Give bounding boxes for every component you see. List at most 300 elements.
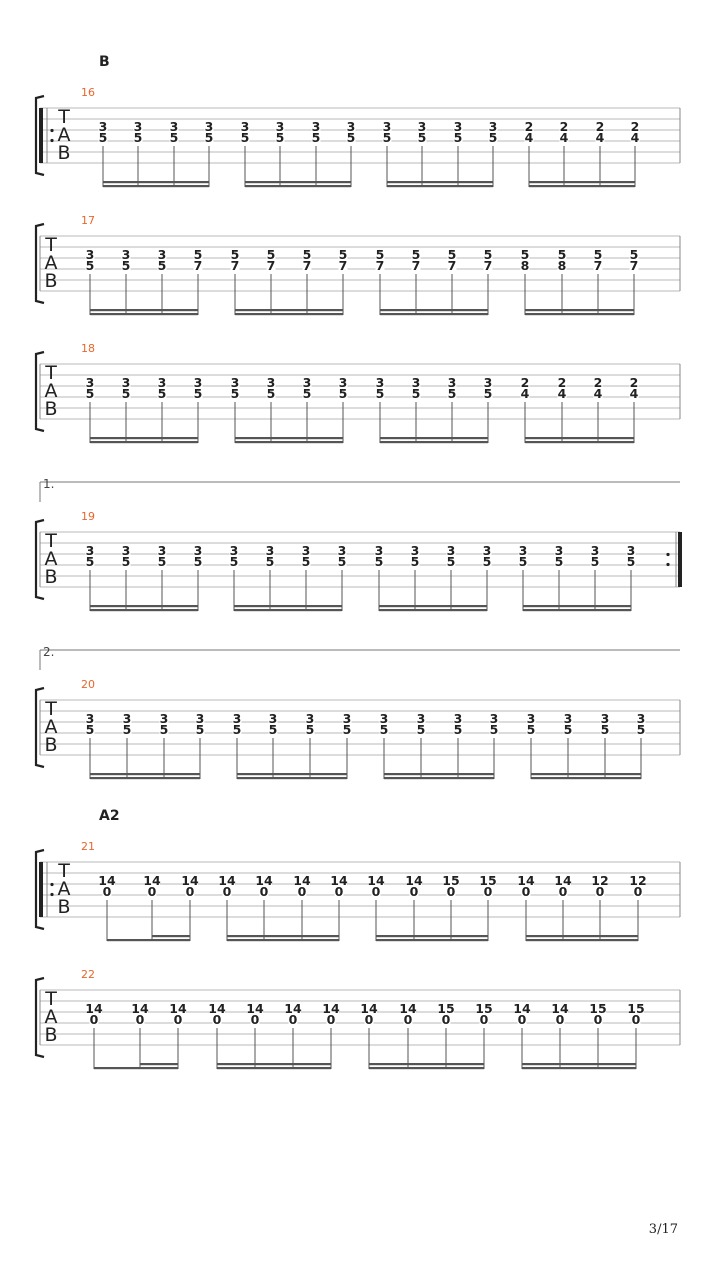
fret-number: 3	[85, 543, 95, 558]
fret-number: 3	[266, 375, 276, 390]
measure-number: 19	[81, 510, 95, 523]
beam-16th	[245, 181, 351, 183]
section-label-a2: A2	[99, 808, 120, 824]
beam-8th	[525, 441, 634, 443]
fret-number: 3	[410, 543, 420, 558]
fret-number: 4	[630, 130, 640, 145]
fret-number: 14	[405, 873, 423, 888]
fret-number: 14	[360, 1001, 378, 1016]
fret-number: 5	[518, 554, 528, 569]
fret-number: 5	[85, 258, 95, 273]
fret-number: 0	[147, 884, 157, 899]
fret-number: 3	[446, 543, 456, 558]
fret-number: 3	[265, 543, 275, 558]
fret-number: 4	[559, 130, 569, 145]
fret-number: 3	[382, 119, 392, 134]
fret-number: 0	[555, 1012, 565, 1027]
fret-number: 5	[85, 386, 95, 401]
fret-number: 5	[416, 722, 426, 737]
fret-number: 15	[437, 1001, 455, 1016]
beam-16th	[526, 935, 638, 937]
fret-number: 7	[483, 258, 493, 273]
fret-number: 3	[338, 375, 348, 390]
fret-number: 14	[131, 1001, 149, 1016]
fret-number: 0	[212, 1012, 222, 1027]
beam-8th	[245, 185, 351, 187]
fret-number: 14	[551, 1001, 569, 1016]
fret-number: 5	[133, 130, 143, 145]
beam-16th	[234, 605, 342, 607]
tab-clef-letter: B	[44, 566, 58, 588]
fret-number: 2	[520, 375, 530, 390]
fret-number: 5	[121, 258, 131, 273]
fret-number: 5	[266, 247, 276, 262]
measure-number: 20	[81, 678, 95, 691]
tab-clef-letter: B	[44, 1024, 58, 1046]
fret-number: 5	[410, 554, 420, 569]
fret-number: 0	[334, 884, 344, 899]
fret-number: 7	[193, 258, 203, 273]
fret-number: 4	[593, 386, 603, 401]
fret-number: 5	[240, 130, 250, 145]
fret-number: 4	[595, 130, 605, 145]
fret-number: 14	[181, 873, 199, 888]
fret-number: 5	[375, 386, 385, 401]
fret-number: 5	[157, 258, 167, 273]
fret-number: 12	[591, 873, 609, 888]
beam-16th	[90, 605, 198, 607]
fret-number: 0	[371, 884, 381, 899]
fret-number: 3	[98, 119, 108, 134]
fret-number: 7	[230, 258, 240, 273]
fret-number: 3	[482, 543, 492, 558]
fret-number: 3	[157, 543, 167, 558]
beam-8th	[90, 609, 198, 611]
fret-number: 3	[636, 711, 646, 726]
tab-system-22	[36, 968, 680, 1069]
fret-number: 0	[326, 1012, 336, 1027]
fret-number: 5	[193, 386, 203, 401]
beam-8th	[227, 939, 339, 941]
fret-number: 5	[446, 554, 456, 569]
measure-number: 16	[81, 86, 95, 99]
beam-8th	[107, 939, 190, 941]
fret-number: 3	[453, 119, 463, 134]
repeat-dot	[666, 553, 669, 556]
fret-number: 4	[520, 386, 530, 401]
fret-number: 5	[157, 386, 167, 401]
fret-number: 5	[374, 554, 384, 569]
beam-16th	[90, 437, 198, 439]
fret-number: 14	[143, 873, 161, 888]
fret-number: 5	[159, 722, 169, 737]
fret-number: 2	[524, 119, 534, 134]
fret-number: 3	[453, 711, 463, 726]
fret-number: 3	[590, 543, 600, 558]
fret-number: 5	[301, 554, 311, 569]
fret-number: 0	[250, 1012, 260, 1027]
fret-number: 5	[193, 247, 203, 262]
fret-number: 5	[590, 554, 600, 569]
fret-number: 0	[403, 1012, 413, 1027]
tab-system-18	[36, 342, 680, 443]
beam-8th	[522, 1067, 636, 1069]
fret-number: 3	[204, 119, 214, 134]
fret-number: 3	[121, 375, 131, 390]
fret-number: 5	[488, 130, 498, 145]
fret-number: 3	[193, 543, 203, 558]
repeat-start-thick-bar	[39, 108, 43, 163]
fret-number: 5	[520, 247, 530, 262]
fret-number: 0	[297, 884, 307, 899]
fret-number: 3	[411, 375, 421, 390]
fret-number: 15	[479, 873, 497, 888]
fret-number: 5	[489, 722, 499, 737]
tab-clef-letter: B	[44, 734, 58, 756]
tab-clef-letter: T	[45, 234, 57, 256]
fret-number: 5	[169, 130, 179, 145]
tab-clef-letter: T	[45, 530, 57, 552]
fret-number: 2	[559, 119, 569, 134]
fret-number: 7	[266, 258, 276, 273]
beam-8th	[523, 609, 631, 611]
fret-number: 5	[275, 130, 285, 145]
fret-number: 3	[417, 119, 427, 134]
fret-number: 5	[375, 247, 385, 262]
fret-number: 5	[337, 554, 347, 569]
fret-number: 5	[302, 386, 312, 401]
beam-16th	[522, 1063, 636, 1065]
fret-number: 5	[593, 247, 603, 262]
beam-16th	[90, 309, 198, 311]
fret-number: 3	[85, 247, 95, 262]
fret-number: 3	[230, 375, 240, 390]
fret-number: 0	[521, 884, 531, 899]
tab-clef-letter: T	[58, 106, 70, 128]
fret-number: 8	[557, 258, 567, 273]
fret-number: 7	[375, 258, 385, 273]
beam-16th	[525, 437, 634, 439]
fret-number: 3	[229, 543, 239, 558]
beam-8th	[525, 313, 634, 315]
fret-number: 3	[379, 711, 389, 726]
fret-number: 3	[563, 711, 573, 726]
repeat-dot	[50, 139, 53, 142]
fret-number: 5	[311, 130, 321, 145]
fret-number: 3	[489, 711, 499, 726]
beam-8th	[237, 777, 347, 779]
beam-16th	[90, 773, 200, 775]
beam-16th	[380, 437, 488, 439]
fret-number: 4	[524, 130, 534, 145]
fret-number: 3	[346, 119, 356, 134]
fret-number: 3	[488, 119, 498, 134]
fret-number: 0	[409, 884, 419, 899]
beam-16th	[140, 1063, 178, 1065]
beam-16th	[235, 309, 343, 311]
fret-number: 7	[302, 258, 312, 273]
fret-number: 5	[417, 130, 427, 145]
fret-number: 7	[447, 258, 457, 273]
tab-clef-letter: A	[57, 124, 71, 146]
fret-number: 15	[589, 1001, 607, 1016]
fret-number: 2	[557, 375, 567, 390]
beam-16th	[217, 1063, 331, 1065]
fret-number: 3	[518, 543, 528, 558]
fret-number: 5	[230, 386, 240, 401]
beam-8th	[90, 777, 200, 779]
beam-8th	[90, 441, 198, 443]
fret-number: 5	[266, 386, 276, 401]
fret-number: 3	[374, 543, 384, 558]
fret-number: 3	[159, 711, 169, 726]
volta-label: 1.	[43, 477, 55, 491]
fret-number: 3	[301, 543, 311, 558]
beam-16th	[227, 935, 339, 937]
fret-number: 3	[122, 711, 132, 726]
fret-number: 3	[311, 119, 321, 134]
fret-number: 5	[305, 722, 315, 737]
fret-number: 5	[346, 130, 356, 145]
fret-number: 5	[447, 386, 457, 401]
tab-clef-letter: B	[57, 142, 71, 164]
beam-8th	[369, 1067, 484, 1069]
fret-number: 5	[204, 130, 214, 145]
fret-number: 4	[557, 386, 567, 401]
tab-clef-letter: B	[44, 398, 58, 420]
fret-number: 3	[526, 711, 536, 726]
fret-number: 5	[636, 722, 646, 737]
fret-number: 3	[275, 119, 285, 134]
beam-8th	[103, 185, 209, 187]
beam-16th	[235, 437, 343, 439]
volta-label: 2.	[43, 645, 55, 659]
fret-number: 0	[173, 1012, 183, 1027]
fret-number: 2	[630, 119, 640, 134]
fret-number: 7	[338, 258, 348, 273]
fret-number: 3	[157, 375, 167, 390]
beam-8th	[380, 441, 488, 443]
fret-number: 14	[554, 873, 572, 888]
fret-number: 3	[232, 711, 242, 726]
fret-number: 12	[629, 873, 647, 888]
fret-number: 3	[193, 375, 203, 390]
fret-number: 3	[342, 711, 352, 726]
fret-number: 5	[382, 130, 392, 145]
page-number: 3/17	[648, 1222, 678, 1237]
fret-number: 14	[85, 1001, 103, 1016]
fret-number: 5	[411, 247, 421, 262]
fret-number: 15	[627, 1001, 645, 1016]
fret-number: 3	[302, 375, 312, 390]
fret-number: 14	[513, 1001, 531, 1016]
beam-16th	[376, 935, 488, 937]
fret-number: 3	[195, 711, 205, 726]
beam-8th	[529, 185, 635, 187]
fret-number: 3	[600, 711, 610, 726]
beam-8th	[384, 777, 494, 779]
fret-number: 5	[342, 722, 352, 737]
tab-system-21	[36, 840, 680, 941]
beam-16th	[531, 773, 641, 775]
fret-number: 4	[629, 386, 639, 401]
fret-number: 0	[441, 1012, 451, 1027]
fret-number: 5	[157, 554, 167, 569]
beam-16th	[237, 773, 347, 775]
fret-number: 3	[85, 375, 95, 390]
fret-number: 0	[558, 884, 568, 899]
fret-number: 3	[133, 119, 143, 134]
beam-8th	[526, 939, 638, 941]
fret-number: 5	[121, 386, 131, 401]
fret-number: 3	[85, 711, 95, 726]
repeat-dot	[50, 893, 53, 896]
fret-number: 0	[633, 884, 643, 899]
fret-number: 5	[85, 722, 95, 737]
beam-16th	[529, 181, 635, 183]
fret-number: 0	[288, 1012, 298, 1027]
repeat-start-thick-bar	[39, 862, 43, 917]
fret-number: 3	[240, 119, 250, 134]
fret-number: 5	[629, 247, 639, 262]
fret-number: 5	[379, 722, 389, 737]
beam-8th	[380, 313, 488, 315]
fret-number: 3	[169, 119, 179, 134]
fret-number: 3	[447, 375, 457, 390]
measure-number: 18	[81, 342, 95, 355]
fret-number: 5	[338, 386, 348, 401]
fret-number: 5	[626, 554, 636, 569]
fret-number: 3	[121, 543, 131, 558]
fret-number: 0	[593, 1012, 603, 1027]
fret-number: 3	[483, 375, 493, 390]
fret-number: 5	[554, 554, 564, 569]
beam-8th	[90, 313, 198, 315]
fret-number: 5	[232, 722, 242, 737]
tab-clef-letter: A	[44, 252, 58, 274]
fret-number: 5	[121, 554, 131, 569]
tab-clef-letter: A	[44, 548, 58, 570]
beam-16th	[387, 181, 493, 183]
fret-number: 14	[399, 1001, 417, 1016]
beam-8th	[235, 441, 343, 443]
fret-number: 3	[416, 711, 426, 726]
fret-number: 3	[305, 711, 315, 726]
fret-number: 3	[268, 711, 278, 726]
fret-number: 0	[135, 1012, 145, 1027]
repeat-end-thick-bar	[678, 532, 682, 587]
fret-number: 3	[121, 247, 131, 262]
fret-number: 0	[479, 1012, 489, 1027]
beam-8th	[379, 609, 487, 611]
fret-number: 14	[284, 1001, 302, 1016]
fret-number: 3	[337, 543, 347, 558]
repeat-dot	[50, 883, 53, 886]
fret-number: 0	[102, 884, 112, 899]
beam-16th	[523, 605, 631, 607]
beam-8th	[234, 609, 342, 611]
fret-number: 14	[208, 1001, 226, 1016]
beam-8th	[387, 185, 493, 187]
fret-number: 7	[593, 258, 603, 273]
beam-16th	[103, 181, 209, 183]
fret-number: 14	[255, 873, 273, 888]
fret-number: 2	[593, 375, 603, 390]
fret-number: 14	[98, 873, 116, 888]
beam-8th	[531, 777, 641, 779]
repeat-dot	[666, 563, 669, 566]
fret-number: 14	[330, 873, 348, 888]
fret-number: 0	[89, 1012, 99, 1027]
fret-number: 0	[483, 884, 493, 899]
fret-number: 5	[482, 554, 492, 569]
fret-number: 14	[517, 873, 535, 888]
fret-number: 5	[265, 554, 275, 569]
fret-number: 5	[338, 247, 348, 262]
fret-number: 5	[122, 722, 132, 737]
fret-number: 7	[629, 258, 639, 273]
fret-number: 5	[557, 247, 567, 262]
beam-16th	[525, 309, 634, 311]
fret-number: 14	[246, 1001, 264, 1016]
fret-number: 5	[85, 554, 95, 569]
fret-number: 14	[322, 1001, 340, 1016]
tab-clef-letter: A	[44, 1006, 58, 1028]
fret-number: 0	[446, 884, 456, 899]
fret-number: 0	[185, 884, 195, 899]
tab-clef-letter: T	[58, 860, 70, 882]
fret-number: 0	[222, 884, 232, 899]
fret-number: 5	[600, 722, 610, 737]
fret-number: 3	[554, 543, 564, 558]
fret-number: 15	[475, 1001, 493, 1016]
beam-16th	[369, 1063, 484, 1065]
measure-number: 22	[81, 968, 95, 981]
fret-number: 14	[218, 873, 236, 888]
tab-clef-letter: T	[45, 362, 57, 384]
fret-number: 5	[453, 722, 463, 737]
fret-number: 0	[517, 1012, 527, 1027]
fret-number: 0	[364, 1012, 374, 1027]
fret-number: 7	[411, 258, 421, 273]
beam-8th	[235, 313, 343, 315]
fret-number: 5	[483, 247, 493, 262]
beam-16th	[152, 935, 190, 937]
fret-number: 2	[595, 119, 605, 134]
fret-number: 5	[453, 130, 463, 145]
fret-number: 14	[367, 873, 385, 888]
fret-number: 3	[375, 375, 385, 390]
tab-clef-letter: A	[44, 380, 58, 402]
fret-number: 14	[169, 1001, 187, 1016]
beam-16th	[384, 773, 494, 775]
fret-number: 15	[442, 873, 460, 888]
fret-number: 5	[302, 247, 312, 262]
measure-number: 21	[81, 840, 95, 853]
section-label-b: B	[99, 54, 110, 70]
fret-number: 5	[526, 722, 536, 737]
tab-system-17	[36, 214, 680, 315]
fret-number: 0	[631, 1012, 641, 1027]
fret-number: 5	[195, 722, 205, 737]
tab-clef-letter: T	[45, 698, 57, 720]
fret-number: 5	[98, 130, 108, 145]
fret-number: 0	[259, 884, 269, 899]
tab-clef-letter: A	[44, 716, 58, 738]
beam-8th	[94, 1067, 178, 1069]
beam-8th	[217, 1067, 331, 1069]
tab-system-16	[36, 86, 680, 187]
